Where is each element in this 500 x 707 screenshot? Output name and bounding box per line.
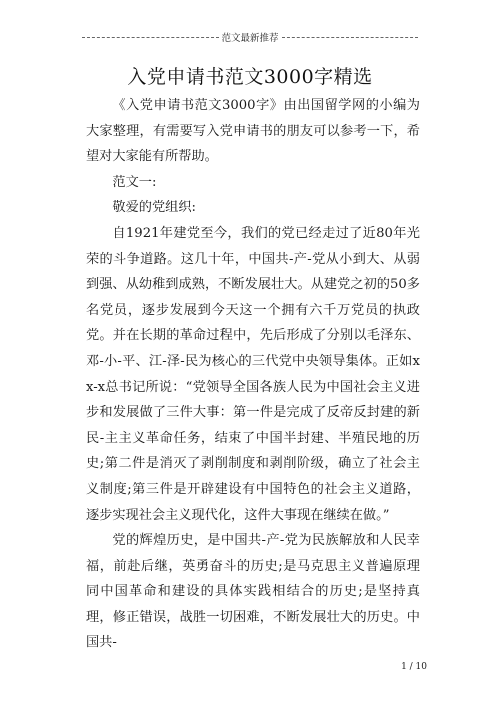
sample-heading: 范文一:: [112, 174, 157, 190]
body-paragraph: 自1921年建党至今，我们的党已经走过了近80年光荣的斗争道路。这几十年，中国共-产-党从小到大、从弱到强、从幼稚到成熟，不断发展壮大。从建党之初的50多名党员，逐步发展到今天这一个拥有六千万党员的执政党。并在长期的革命过程中，先后形成了分别以毛泽东、邓-小-平、江-泽-民为核心的三代党中央领导集体。正如xx-x总书记所说：“党领导全国各族人民为中国社会主义进步和发展做了三件大事：第一件是完成了反帝反封建的新民-主主义革命任务，结束了中国半封建、半殖民地的历史;第二件是消灭了剥削制度和剥削阶级，确立了社会主义制度;第三件是开辟建设有中国特色的社会主义道路，逐步实现社会主义现代化，这件大事现在继续在做。”: [86, 225, 420, 523]
document-title: 入党申请书范文3000字精选: [127, 66, 373, 88]
header-divider-left: [82, 37, 219, 38]
document-body: [86, 93, 420, 656]
page-number: 1 / 10: [401, 662, 427, 672]
body-paragraph: 党的辉煌历史，是中国共-产-党为民族解放和人民幸福，前赴后继，英勇奋斗的历史;是马克思主义普遍原理同中国革命和建设的具体实践相结合的历史;是坚持真理，修正错误，战胜一切困难，不断发展壮大的历史。中国共-: [86, 533, 420, 651]
header-label: 范文最新推荐: [221, 33, 279, 44]
page-header: [82, 30, 418, 44]
intro-paragraph: 《入党申请书范文3000字》由出国留学网的小编为大家整理，有需要写入党申请书的朋友可以参考一下，希望对大家能有所帮助。: [86, 98, 420, 165]
header-divider-right: [282, 37, 419, 38]
salutation: 敬爱的党组织:: [112, 200, 196, 216]
